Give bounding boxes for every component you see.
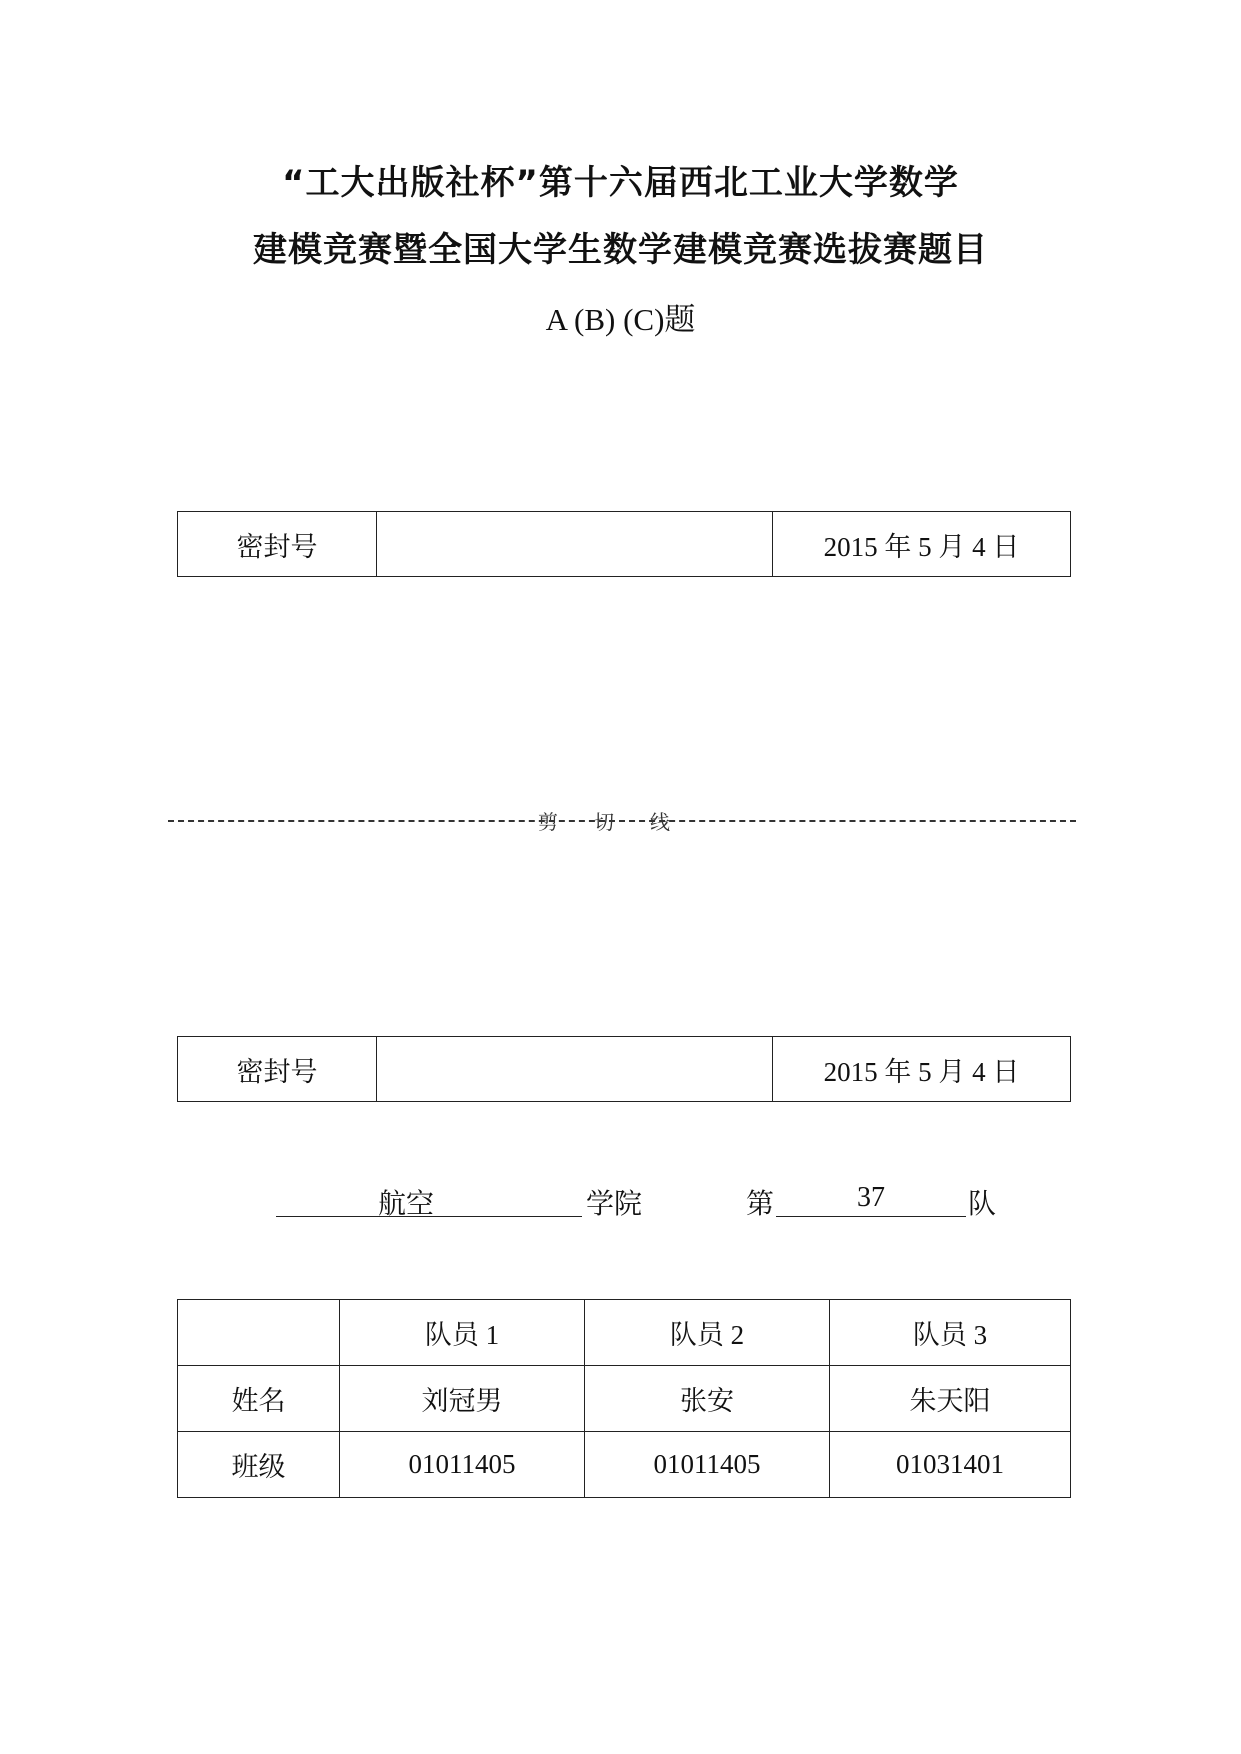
row-label-name: 姓名 [178,1366,340,1432]
team-suffix: 队 [968,1189,997,1220]
table-row [178,1432,1071,1498]
members-table [177,1299,1071,1498]
team-info-line [276,1182,1016,1222]
cut-line-label: 剪切线 [538,810,706,834]
seal-table-top [177,511,1071,577]
member-3-name[interactable]: 朱天阳 [830,1366,1071,1432]
member-2-class[interactable]: 01011405 [585,1432,830,1498]
college-value: 航空 [378,1189,435,1220]
seal-table-bottom [177,1036,1071,1102]
member-2-name[interactable]: 张安 [585,1366,830,1432]
header-member-2: 队员 2 [585,1300,830,1366]
team-number-field[interactable]: 37 [776,1182,966,1217]
seal-number-field[interactable] [377,1037,773,1102]
row-label-class: 班级 [178,1432,340,1498]
header-member-1: 队员 1 [340,1300,585,1366]
college-suffix: 学院 [586,1189,643,1220]
header-member-3: 队员 3 [830,1300,1071,1366]
cut-line [168,806,1076,836]
seal-date: 2015 年 5 月 4 日 [773,1037,1071,1102]
problem-selector-label: A (B) (C)题 [545,302,696,337]
seal-number-label: 密封号 [178,1037,377,1102]
table-row [178,1366,1071,1432]
member-1-name[interactable]: 刘冠男 [340,1366,585,1432]
page-title-line-1: “工大出版社杯”第十六届西北工业大学数学 [282,163,959,203]
seal-number-field[interactable] [377,512,773,577]
seal-number-label: 密封号 [178,512,377,577]
header-corner-cell [178,1300,340,1366]
member-3-class[interactable]: 01031401 [830,1432,1071,1498]
members-header-row [178,1300,1071,1366]
page-title-line-2: 建模竞赛暨全国大学生数学建模竞赛选拔赛题目 [253,230,988,270]
member-1-class[interactable]: 01011405 [340,1432,585,1498]
college-field[interactable] [276,1182,582,1220]
seal-date: 2015 年 5 月 4 日 [773,512,1071,577]
team-prefix: 第 [746,1189,775,1220]
